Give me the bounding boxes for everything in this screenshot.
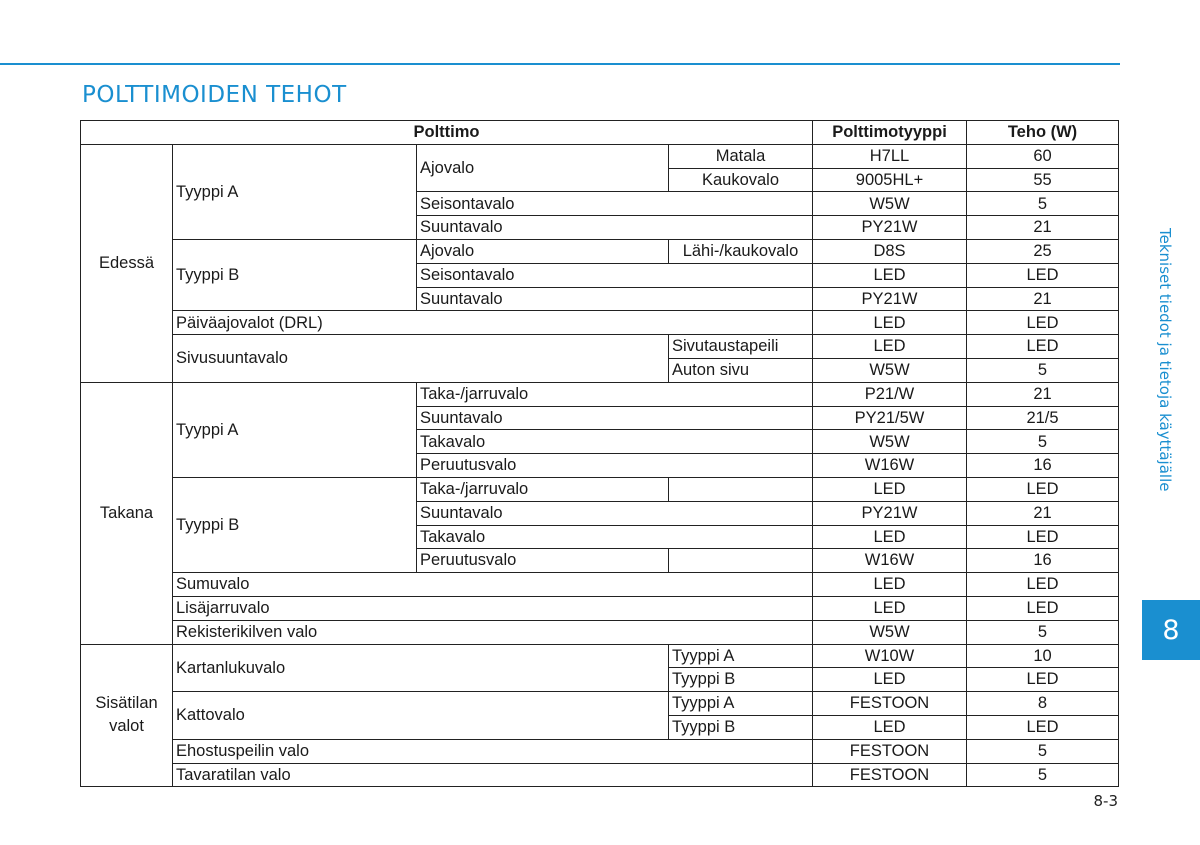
wattage-cell: LED bbox=[967, 477, 1119, 501]
table-row bbox=[81, 739, 1119, 763]
group-cell: Sumuvalo bbox=[173, 573, 813, 597]
wattage-cell: 21 bbox=[967, 501, 1119, 525]
lamp-cell: Seisontavalo bbox=[417, 263, 813, 287]
wattage-cell: 5 bbox=[967, 620, 1119, 644]
lamp-cell: Suuntavalo bbox=[417, 287, 813, 311]
bulb-type-cell: D8S bbox=[813, 239, 967, 263]
bulb-type-cell: LED bbox=[813, 668, 967, 692]
wattage-cell: LED bbox=[967, 668, 1119, 692]
variant-cell: Matala bbox=[669, 144, 813, 168]
variant-cell bbox=[669, 549, 813, 573]
group-cell: Sivusuuntavalo bbox=[173, 335, 669, 383]
bulb-type-cell: PY21W bbox=[813, 216, 967, 240]
lamp-cell: Ajovalo bbox=[417, 239, 669, 263]
wattage-cell: 55 bbox=[967, 168, 1119, 192]
header-cell: Polttimo bbox=[81, 121, 813, 145]
location-cell: Sisätilan valot bbox=[81, 644, 173, 787]
group-cell: Tyyppi A bbox=[173, 382, 417, 477]
bulb-type-cell: LED bbox=[813, 311, 967, 335]
lamp-cell: Peruutusvalo bbox=[417, 549, 669, 573]
page-title: POLTTIMOIDEN TEHOT bbox=[82, 82, 347, 108]
top-rule bbox=[0, 63, 1120, 65]
bulb-type-cell: W16W bbox=[813, 549, 967, 573]
wattage-cell: 5 bbox=[967, 763, 1119, 787]
table-row bbox=[81, 763, 1119, 787]
variant-cell bbox=[669, 477, 813, 501]
lamp-cell: Suuntavalo bbox=[417, 501, 813, 525]
lamp-cell: Taka-/jarruvalo bbox=[417, 382, 813, 406]
bulb-type-cell: W16W bbox=[813, 454, 967, 478]
group-cell: Lisäjarruvalo bbox=[173, 596, 813, 620]
group-cell: Tyyppi B bbox=[173, 477, 417, 572]
table-row bbox=[81, 239, 1119, 263]
bulb-type-cell: PY21/5W bbox=[813, 406, 967, 430]
bulb-type-cell: W5W bbox=[813, 620, 967, 644]
lamp-cell: Suuntavalo bbox=[417, 406, 813, 430]
bulb-type-cell: LED bbox=[813, 335, 967, 359]
table-row bbox=[81, 311, 1119, 335]
bulb-type-cell: LED bbox=[813, 477, 967, 501]
wattage-cell: 16 bbox=[967, 454, 1119, 478]
variant-cell: Tyyppi A bbox=[669, 644, 813, 668]
group-cell: Tyyppi B bbox=[173, 239, 417, 310]
bulb-type-cell: LED bbox=[813, 596, 967, 620]
table-row bbox=[81, 335, 1119, 359]
bulb-type-cell: W5W bbox=[813, 192, 967, 216]
lamp-cell: Ajovalo bbox=[417, 144, 669, 192]
group-cell: Tyyppi A bbox=[173, 144, 417, 239]
group-cell: Kattovalo bbox=[173, 692, 669, 740]
wattage-cell: LED bbox=[967, 525, 1119, 549]
wattage-cell: 60 bbox=[967, 144, 1119, 168]
bulb-type-cell: LED bbox=[813, 715, 967, 739]
chapter-side-label: Tekniset tiedot ja tietoja käyttäjälle bbox=[1156, 228, 1174, 492]
wattage-cell: LED bbox=[967, 311, 1119, 335]
variant-cell: Lähi-/kaukovalo bbox=[669, 239, 813, 263]
location-cell: Takana bbox=[81, 382, 173, 644]
bulb-type-cell: W5W bbox=[813, 358, 967, 382]
bulb-type-cell: FESTOON bbox=[813, 739, 967, 763]
bulb-wattage-table bbox=[80, 120, 1119, 787]
lamp-cell: Taka-/jarruvalo bbox=[417, 477, 669, 501]
wattage-cell: 5 bbox=[967, 358, 1119, 382]
wattage-cell: 25 bbox=[967, 239, 1119, 263]
wattage-cell: 21 bbox=[967, 382, 1119, 406]
wattage-cell: 5 bbox=[967, 192, 1119, 216]
variant-cell: Sivutaustapeili bbox=[669, 335, 813, 359]
wattage-cell: LED bbox=[967, 335, 1119, 359]
variant-cell: Auton sivu bbox=[669, 358, 813, 382]
bulb-type-cell: W10W bbox=[813, 644, 967, 668]
header-cell: Polttimotyyppi bbox=[813, 121, 967, 145]
bulb-type-cell: LED bbox=[813, 263, 967, 287]
variant-cell: Tyyppi A bbox=[669, 692, 813, 716]
variant-cell: Tyyppi B bbox=[669, 715, 813, 739]
table-row bbox=[81, 573, 1119, 597]
wattage-cell: 21 bbox=[967, 287, 1119, 311]
bulb-type-cell: P21/W bbox=[813, 382, 967, 406]
wattage-cell: LED bbox=[967, 263, 1119, 287]
wattage-cell: 16 bbox=[967, 549, 1119, 573]
bulb-type-cell: PY21W bbox=[813, 287, 967, 311]
wattage-cell: LED bbox=[967, 573, 1119, 597]
table-row bbox=[81, 596, 1119, 620]
group-cell: Rekisterikilven valo bbox=[173, 620, 813, 644]
group-cell: Päiväajovalot (DRL) bbox=[173, 311, 813, 335]
wattage-cell: LED bbox=[967, 596, 1119, 620]
table-row bbox=[81, 692, 1119, 716]
variant-cell: Tyyppi B bbox=[669, 668, 813, 692]
group-cell: Tavaratilan valo bbox=[173, 763, 813, 787]
lamp-cell: Seisontavalo bbox=[417, 192, 813, 216]
group-cell: Kartanlukuvalo bbox=[173, 644, 669, 692]
wattage-cell: 21 bbox=[967, 216, 1119, 240]
table-row bbox=[81, 382, 1119, 406]
table-row bbox=[81, 144, 1119, 168]
bulb-type-cell: FESTOON bbox=[813, 763, 967, 787]
lamp-cell: Suuntavalo bbox=[417, 216, 813, 240]
lamp-cell: Peruutusvalo bbox=[417, 454, 813, 478]
wattage-cell: LED bbox=[967, 715, 1119, 739]
bulb-type-cell: W5W bbox=[813, 430, 967, 454]
table-row bbox=[81, 644, 1119, 668]
bulb-type-cell: LED bbox=[813, 573, 967, 597]
bulb-type-cell: PY21W bbox=[813, 501, 967, 525]
bulb-type-cell: LED bbox=[813, 525, 967, 549]
bulb-type-cell: FESTOON bbox=[813, 692, 967, 716]
bulb-type-cell: 9005HL+ bbox=[813, 168, 967, 192]
location-cell: Edessä bbox=[81, 144, 173, 382]
bulb-type-cell: H7LL bbox=[813, 144, 967, 168]
table-header-row bbox=[81, 121, 1119, 145]
page-number: 8-3 bbox=[1093, 792, 1118, 810]
wattage-cell: 10 bbox=[967, 644, 1119, 668]
lamp-cell: Takavalo bbox=[417, 525, 813, 549]
table-row bbox=[81, 620, 1119, 644]
wattage-cell: 21/5 bbox=[967, 406, 1119, 430]
table-row bbox=[81, 477, 1119, 501]
variant-cell: Kaukovalo bbox=[669, 168, 813, 192]
header-cell: Teho (W) bbox=[967, 121, 1119, 145]
wattage-cell: 8 bbox=[967, 692, 1119, 716]
wattage-cell: 5 bbox=[967, 430, 1119, 454]
lamp-cell: Takavalo bbox=[417, 430, 813, 454]
chapter-tab: 8 bbox=[1142, 600, 1200, 660]
group-cell: Ehostuspeilin valo bbox=[173, 739, 813, 763]
wattage-cell: 5 bbox=[967, 739, 1119, 763]
